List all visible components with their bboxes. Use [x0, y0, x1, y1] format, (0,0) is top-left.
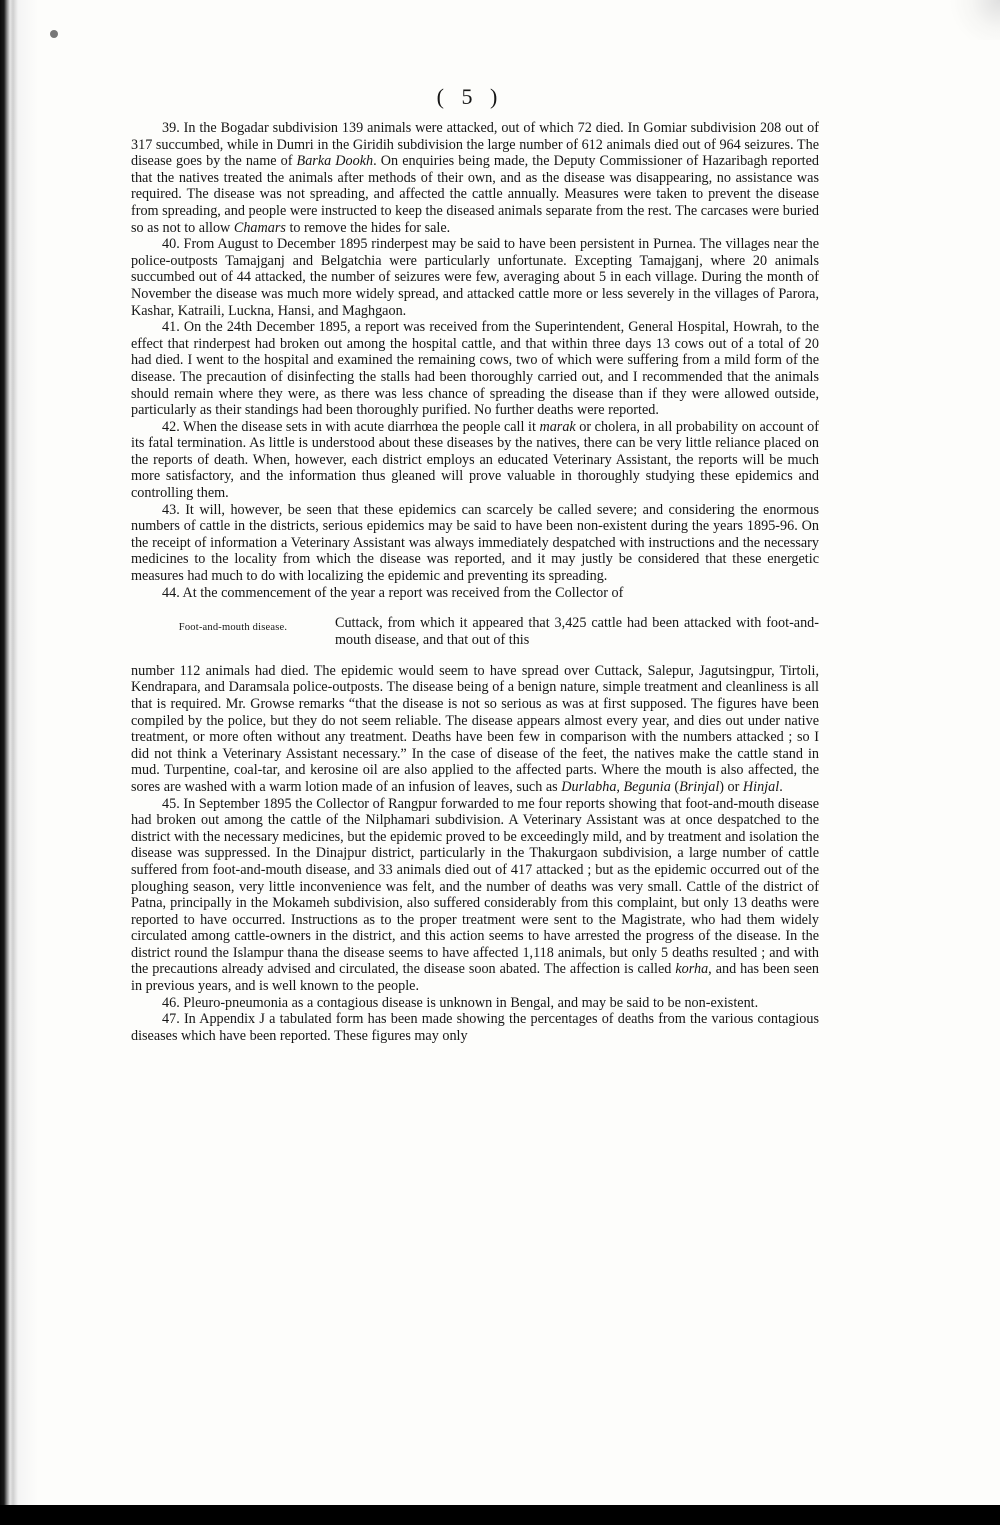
scan-edge-left	[0, 0, 38, 1525]
report-body	[131, 120, 819, 1044]
paragraph-44-opening: 44. At the commencement of the year a report was received from the Collector of	[162, 584, 624, 601]
page-number: ( 5 )	[436, 84, 504, 109]
paragraph-43: 43. It will, however, be seen that these epidemics can scarcely be called severe; and considering the enormous numbers of cattle in the districts, serious epidemics may be said to have been non-existent during the years 1895-96. On the receipt of information a Veterinary Assistant was always immediately despatched with instructions and the necessary medicines to the locality from which the disease was reported, and it may justly be considered that these energetic measures had much to do with localizing the epidemic and preventing its spreading.	[131, 501, 819, 585]
paragraph-46: 46. Pleuro-pneumonia as a contagious disease is unknown in Bengal, and may be said to be non-existent.	[162, 994, 759, 1011]
scan-edge-bottom	[0, 1505, 1000, 1525]
paragraph-40: 40. From August to December 1895 rinderpest may be said to have been persistent in Purnea. The villages near the police-outposts Tamajganj and Belgatchia were particularly unfortunate. Excepting Tamajganj, where 20 animals succumbed out of 44 attacked, the number of seizures were few, averaging about 5 in each village. During the month of November the disease was much more widely spread, and attacked cattle more or less severely in the villages of Parora, Kashar, Katraili, Luckna, Hansi, and Maghgaon.	[131, 236, 819, 319]
paragraph-39: 39. In the Bogadar subdivision 139 animals were attacked, out of which 72 died. In Gomiar subdivision 208 out of 317 succumbed, while in Dumri in the Giridih subdivision the large number of 612 animals died out of 964 seizures. The disease goes by the name of Barka Dookh. On enquiries being made, the Deputy Commissioner of Hazaribagh reported that the natives treated the animals after methods of their own, and as the disease was disappearing, no assistance was required. The disease was not spreading, and affected the cattle annually. Measures were taken to prevent the disease from spreading, and people were instructed to keep the diseased animals separate from the rest. The carcases were buried so as not to allow Chamars to remove the hides for sale.	[131, 120, 819, 236]
margin-note: Foot-and-mouth disease.	[178, 622, 288, 634]
paragraph-45: 45. In September 1895 the Collector of Rangpur forwarded to me four reports showing that foot-and-mouth disease had broken out among the cattle of the Nilphamari subdivision. A Veterinary Assistant was at once despatched to the district with the necessary medicines, but the epidemic proved to be exceedingly mild, and by treatment and isolation the disease was suppressed. In the Dinajpur district, particularly in the Thakurgaon subdivision, a large number of cattle suffered from foot-and-mouth disease, and 33 animals died out of 417 attacked ; but as the epidemic occurred out of the ploughing season, very little inconvenience was felt, and the number of deaths was very small. Cattle of the district of Patna, principally in the Mokameh subdivision, also suffered considerably from this complaint, but only 13 deaths were reported to have occurred. Instructions as to the proper treatment were sent to the Magistrate, who had them widely circulated among cattle-owners in the district, and this action seems to have arrested the progress of the disease. In the district round the Islampur thana the disease seems to have affected 1,118 animals, but only 5 deaths resulted ; and with the precautions already advised and circulated, the disease soon abated. The affection is called korha, and has been seen in previous years, and is well known to the people.	[131, 795, 819, 995]
paragraph-44-side-text: Cuttack, from which it appeared that 3,425 cattle had been attacked with foot-and-mouth disease, and that out of this	[335, 615, 819, 648]
scan-mark	[50, 30, 58, 38]
paragraph-41: 41. On the 24th December 1895, a report was received from the Superintendent, General Hospital, Howrah, to the effect that rinderpest had broken out among the hospital cattle, and that within three days 13 cows out of a total of 20 had died. I went to the hospital and examined the remaining cows, two of which were suffering from a mild form of the disease. The precaution of disinfecting the stalls had been thoroughly carried out, and I recommended that the animals should remain where they were, as there was less chance of spreading the disease than if they were allowed outside, particularly as their standings had been thoroughly purified. No further deaths were reported.	[131, 319, 819, 419]
scan-corner	[940, 0, 1000, 40]
paragraph-47: 47. In Appendix J a tabulated form has been made showing the percentages of deaths from the various contagious diseases which have been reported. These figures may only	[131, 1011, 819, 1044]
paragraph-42: 42. When the disease sets in with acute diarrhœa the people call it marak or cholera, in all probability on account of its fatal termination. As little is understood about these diseases by the natives, there can be very little reliance placed on the reports of death. When, however, each district employs an educated Veterinary Assistant, the reports will be much more satisfactory, and the information thus gleaned will prove valuable in thoroughly studying these epidemics and controlling them.	[131, 418, 819, 502]
paragraph-44-continued: number 112 animals had died. The epidemic would seem to have spread over Cuttack, Salepur, Jagutsingpur, Tirtoli, Kendrapara, and Daramsala police-outposts. The disease being of a benign nature, simple treatment and cleanliness is all that is required. Mr. Growse remarks “that the disease is not so serious as was at first supposed. The figures have been compiled by the police, but they do not seem reliable. The disease appears almost every year, and dies out under native treatment, or more often without any treatment. Deaths have been few in comparison with the numbers attacked ; so I did not think a Veterinary Assistant necessary.” In the case of disease of the feet, the natives make the cattle stand in mud. Turpentine, coal-tar, and kerosine oil are also applied to the affected parts. Where the mouth is also affected, the sores are washed with a warm lotion made of an infusion of leaves, such as Durlabha, Begunia (Brinjal) or Hinjal.	[131, 662, 819, 795]
paragraph-44-sidenote-block	[131, 601, 819, 663]
